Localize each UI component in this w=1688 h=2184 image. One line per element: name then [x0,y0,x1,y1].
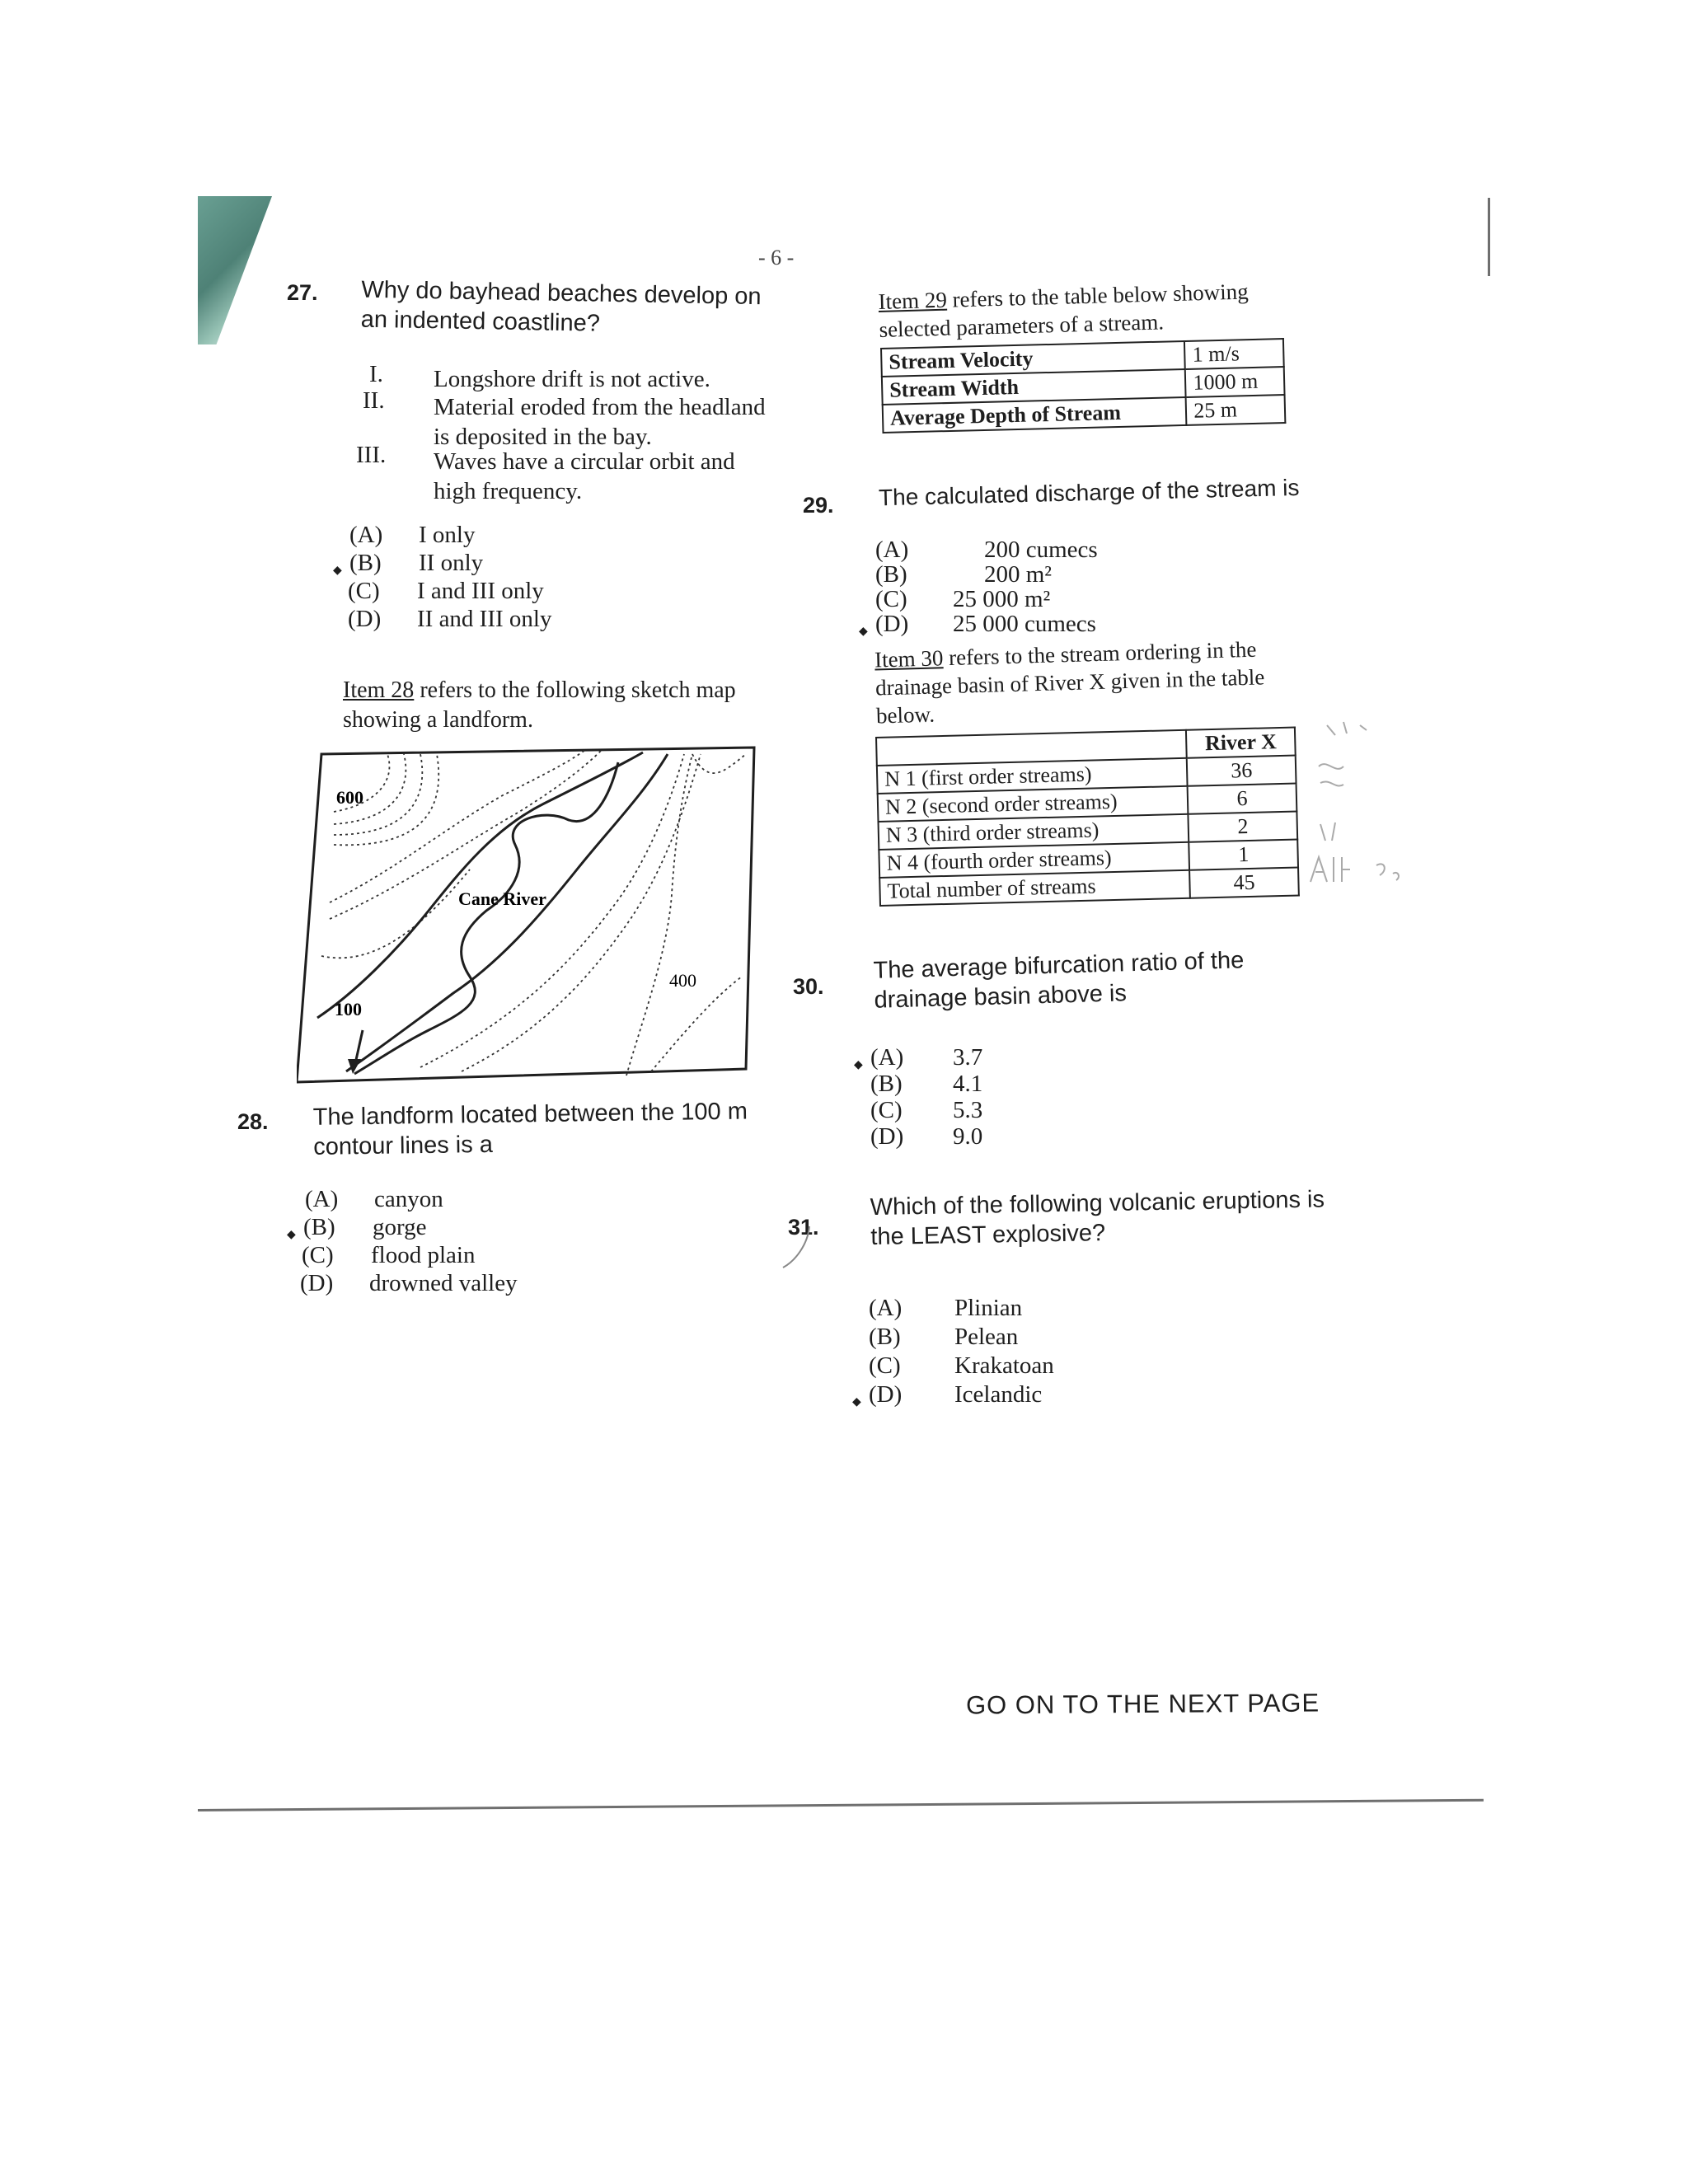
q28-stem: The landform located between the 100 m contour lines is a [312,1098,748,1160]
q31-number: 31. [788,1215,819,1240]
q31-stem: Which of the following volcanic eruptions is the LEAST explosive? [870,1186,1325,1251]
q29-intro: Item 29 refers to the table below showing selected parameters of a stream. [878,279,1250,342]
table-cell: 2 [1189,812,1298,842]
table-cell: N 2 (second order streams) [878,786,1189,822]
page-edge-bottom [198,1799,1484,1811]
q27-statement-2: Material eroded from the headland is deposited in the bay. [434,394,766,450]
table-cell: 1000 m [1185,367,1284,397]
q28-option-b[interactable]: ◆ (B) gorge [303,1213,427,1241]
table-cell: 1 m/s [1184,339,1283,369]
decorative-leaf-corner [198,196,272,344]
table-cell: Total number of streams [879,870,1190,906]
q31-option-b[interactable]: (B) Pelean [869,1324,1019,1350]
table-cell: 6 [1188,784,1297,814]
table-cell: Stream Width [882,369,1186,405]
q27-option-c[interactable]: (C) I and III only [348,578,544,604]
q27-stem: Why do bayhead beaches develop on an indented coastline? [360,276,762,337]
pencil-tick-mark [775,1220,824,1277]
q27-roman-2: II. [363,387,385,414]
q27-option-a[interactable]: (A) I only [349,522,476,548]
q27-statement-1: Longshore drift is not active. [434,366,710,392]
pencil-scribble-marks [1129,717,1442,907]
table-header-river-x: River X [1186,728,1296,758]
q28-number: 28. [237,1109,269,1134]
q30-stem: The average bifurcation ratio of the drainage basin above is [873,947,1245,1014]
q29-number: 29. [803,493,834,518]
q27-statement-3: Waves have a circular orbit and high frequency. [434,448,735,504]
q31-option-c[interactable]: (C) Krakatoan [869,1352,1054,1379]
q28-sketch-map [297,746,758,1084]
q30-number: 30. [793,974,824,999]
q29-option-a[interactable]: (A) 200 cumecs [875,537,1098,563]
q27-option-b[interactable]: ◆ (B) II only [349,549,483,577]
q27-roman-1: I. [369,361,383,387]
table-cell: 36 [1187,756,1296,786]
q30-option-b[interactable]: (B) 4.1 [870,1071,983,1097]
table-cell: 45 [1189,868,1299,898]
q27-number: 27. [287,280,318,305]
table-cell: N 3 (third order streams) [879,814,1189,850]
page-number: - 6 - [758,246,795,269]
table-cell: Stream Velocity [881,341,1185,377]
footer-next-page: GO ON TO THE NEXT PAGE [965,1688,1320,1720]
table-cell: 25 m [1186,395,1285,425]
q28-option-d[interactable]: (D) drowned valley [300,1270,518,1296]
table-cell: 1 [1189,840,1298,870]
map-label-600: 600 [336,787,363,808]
q30-intro: Item 30 refers to the stream ordering in the drainage basin of River X given in the table below. [874,636,1265,729]
page-edge-right [1488,198,1490,276]
q30-option-c[interactable]: (C) 5.3 [870,1097,983,1123]
table-cell: Average Depth of Stream [883,397,1187,433]
table-cell: N 1 (first order streams) [877,758,1188,794]
table-cell: N 4 (fourth order streams) [879,842,1189,878]
map-label-100: 100 [335,999,362,1019]
q31-option-a[interactable]: (A) Plinian [869,1295,1023,1321]
q29-parameters-table [880,338,1286,434]
q31-option-d[interactable]: ◆ (D) Icelandic [869,1380,1042,1408]
q28-option-c[interactable]: (C) flood plain [302,1242,476,1268]
q27-roman-3: III. [356,442,387,468]
map-label-400: 400 [669,970,696,991]
q29-stem: The calculated discharge of the stream is [878,474,1300,511]
map-label-cane-river: Cane River [458,888,546,909]
q28-intro: Item 28 refers to the following sketch map showing a landform. [343,677,736,733]
q29-option-c[interactable]: (C) 25 000 m² [875,586,1051,612]
q29-option-d[interactable]: ◆ (D) 25 000 cumecs [875,610,1096,638]
q30-option-d[interactable]: (D) 9.0 [870,1123,983,1150]
q30-option-a[interactable]: ◆ (A) 3.7 [870,1043,982,1071]
q29-option-b[interactable]: (B) 200 m² [875,561,1053,588]
q27-option-d[interactable]: (D) II and III only [348,606,552,632]
q28-option-a[interactable]: (A) canyon [305,1186,443,1212]
